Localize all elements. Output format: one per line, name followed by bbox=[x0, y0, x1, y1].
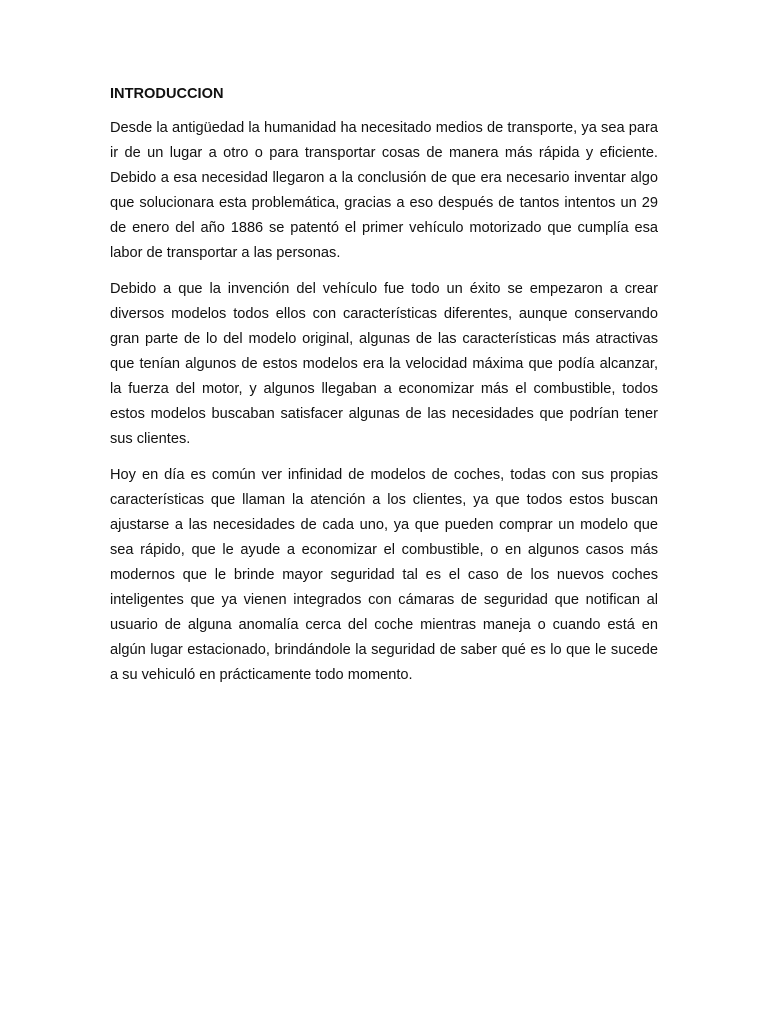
paragraph-3: Hoy en día es común ver infinidad de modelos de coches, todas con sus propias características que llaman la atención a los clientes, ya que todos estos buscan ajustarse a las necesidades de cada uno, ya que pueden comprar un modelo que sea rápido, que le ayude a economizar el combustible, o en algunos casos más modernos que le brinde mayor seguridad tal es el caso de los nuevos coches inteligentes que ya vienen integrados con cámaras de seguridad que notifican al usuario de alguna anomalía cerca del coche mientras maneja o cuando está en algún lugar estacionado, brindándole la seguridad de saber qué es lo que le sucede a su vehiculó en prácticamente todo momento. bbox=[110, 467, 658, 683]
paragraph-1: Desde la antigüedad la humanidad ha necesitado medios de transporte, ya sea para ir de un lugar a otro o para transportar cosas de manera más rápida y eficiente. Debido a esa necesidad llegaron a la conclusión de que era necesario inventar algo que solucionara esta problemática, gracias a eso después de tantos intentos un 29 de enero del año 1886 se patentó el primer vehículo motorizado que cumplía esa labor de transportar a las personas. bbox=[110, 120, 658, 261]
paragraph-2: Debido a que la invención del vehículo fue todo un éxito se empezaron a crear diversos modelos todos ellos con características diferentes, aunque conservando gran parte de lo del modelo original, algunas de las características más atractivas que tenían algunos de estos modelos era la velocidad máxima que podía alcanzar, la fuerza del motor, y algunos llegaban a economizar más el combustible, todos estos modelos buscaban satisfacer algunas de las necesidades que podrían tener sus clientes. bbox=[110, 281, 658, 447]
document-body bbox=[110, 80, 658, 699]
section-heading: INTRODUCCION bbox=[110, 86, 224, 102]
